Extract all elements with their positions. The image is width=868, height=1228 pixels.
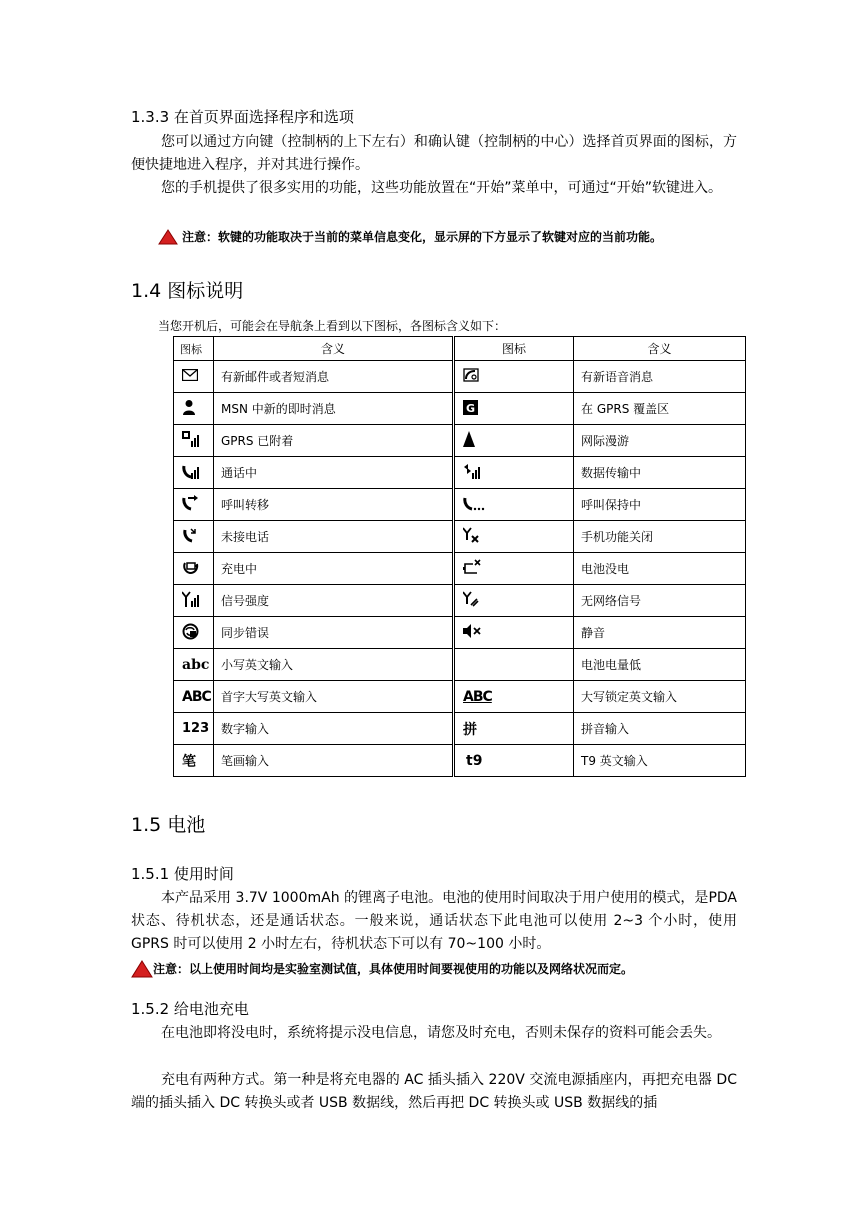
meaning-cell: 小写英文输入 xyxy=(214,649,454,681)
meaning-cell: 笔画输入 xyxy=(214,745,454,777)
table-row xyxy=(174,585,746,617)
pinyin-icon xyxy=(454,713,574,745)
t9-glyph: t9 xyxy=(466,752,483,769)
meaning-cell: 在 GPRS 覆盖区 xyxy=(574,393,746,425)
no-signal-icon xyxy=(454,585,574,617)
charging-icon xyxy=(174,553,214,585)
table-row xyxy=(174,393,746,425)
meaning-cell: 未接电话 xyxy=(214,521,454,553)
meaning-cell: 有新邮件或者短消息 xyxy=(214,361,454,393)
stroke-glyph: 笔 xyxy=(182,753,196,770)
svg-text:G: G xyxy=(465,401,476,415)
table-row xyxy=(174,425,746,457)
abc-locked-icon xyxy=(454,681,574,713)
signal-strength-icon xyxy=(174,585,214,617)
meaning-cell: 数字输入 xyxy=(214,713,454,745)
meaning-cell: MSN 中新的即时消息 xyxy=(214,393,454,425)
table-row xyxy=(174,649,746,681)
header-meaning-2: 含义 xyxy=(574,337,746,361)
table-row xyxy=(174,489,746,521)
abc-glyph: abc xyxy=(182,656,210,673)
section-1-5-1-paragraph: 本产品采用 3.7V 1000mAh 的锂离子电池。电池的使用时间取决于用户使用的模式，是PDA 状态、待机状态，还是通话状态。一般来说，通话状态下此电池可以使用 2~3 个小时，使用 GPRS 时可以使用 2 小时左右，待机状态下可以有 70~100 小时。 xyxy=(131,890,737,952)
table-row xyxy=(174,617,746,649)
table-row xyxy=(174,361,746,393)
phone-off-icon xyxy=(454,521,574,553)
envelope-icon xyxy=(174,361,214,393)
missed-call-icon xyxy=(174,521,214,553)
warning-icon xyxy=(158,229,178,245)
note-1-3-3-text: 注意：软键的功能取决于当前的菜单信息变化，显示屏的下方显示了软键对应的当前功能。 xyxy=(182,230,663,244)
meaning-cell: 有新语音消息 xyxy=(574,361,746,393)
abc-icon xyxy=(174,649,214,681)
note-1-5-1-text: 注意：以上使用时间均是实验室测试值，具体使用时间要视使用的功能以及网络状况而定。 xyxy=(153,962,634,976)
note-1-3-3 xyxy=(158,226,662,245)
sync-error-icon xyxy=(174,617,214,649)
numeric-icon xyxy=(174,713,214,745)
table-row xyxy=(174,521,746,553)
t9-icon xyxy=(454,745,574,777)
data-transfer-icon xyxy=(454,457,574,489)
gprs-coverage-icon xyxy=(454,393,574,425)
meaning-cell: 拼音输入 xyxy=(574,713,746,745)
meaning-cell: 静音 xyxy=(574,617,746,649)
meaning-cell: 大写锁定英文输入 xyxy=(574,681,746,713)
call-active-icon xyxy=(174,457,214,489)
numeric-glyph: 123 xyxy=(182,721,210,736)
section-1-5-1-heading: 1.5.1 使用时间 xyxy=(131,865,234,883)
table-row xyxy=(174,745,746,777)
note-1-5-1 xyxy=(131,958,633,978)
roaming-icon xyxy=(454,425,574,457)
section-1-4-heading: 1.4 图标说明 xyxy=(131,280,244,302)
stroke-icon xyxy=(174,745,214,777)
voicemail-icon xyxy=(454,361,574,393)
mute-icon xyxy=(454,617,574,649)
meaning-cell: 同步错误 xyxy=(214,617,454,649)
section-1-3-3-paragraph-2: 您的手机提供了很多实用的功能，这些功能放置在“开始”菜单中，可通过“开始”软键进入。 xyxy=(161,180,723,196)
meaning-cell: 充电中 xyxy=(214,553,454,585)
meaning-cell: T9 英文输入 xyxy=(574,745,746,777)
table-row xyxy=(174,457,746,489)
table-row xyxy=(174,553,746,585)
header-icon-1: 图标 xyxy=(174,337,214,361)
section-1-3-3-heading: 1.3.3 在首页界面选择程序和选项 xyxy=(131,108,354,126)
abc-caps-glyph: ABC xyxy=(182,688,211,705)
table-row xyxy=(174,713,746,745)
battery-empty-icon xyxy=(454,553,574,585)
call-forward-icon xyxy=(174,489,214,521)
warning-icon xyxy=(131,960,153,978)
icon-table-intro: 当您开机后，可能会在导航条上看到以下图标，各图标含义如下： xyxy=(158,319,507,333)
meaning-cell: 手机功能关闭 xyxy=(574,521,746,553)
table-row xyxy=(174,681,746,713)
battery-low-icon xyxy=(454,649,574,681)
meaning-cell: 通话中 xyxy=(214,457,454,489)
call-hold-icon xyxy=(454,489,574,521)
section-1-5-heading: 1.5 电池 xyxy=(131,814,206,836)
header-icon-2: 图标 xyxy=(454,337,574,361)
meaning-cell: 数据传输中 xyxy=(574,457,746,489)
meaning-cell: 呼叫保持中 xyxy=(574,489,746,521)
section-1-5-2-paragraph-1: 在电池即将没电时，系统将提示没电信息，请您及时充电，否则未保存的资料可能会丢失。 xyxy=(161,1025,721,1041)
section-1-5-2-paragraph-2: 充电有两种方式。第一种是将充电器的 AC 插头插入 220V 交流电源插座内，再把充电器 DC 端的插头插入 DC 转换头或者 USB 数据线，然后再把 DC 转换头或 USB 数据线的插 xyxy=(131,1072,737,1111)
meaning-cell: 电池没电 xyxy=(574,553,746,585)
meaning-cell: 首字大写英文输入 xyxy=(214,681,454,713)
meaning-cell: 呼叫转移 xyxy=(214,489,454,521)
msn-person-icon xyxy=(174,393,214,425)
section-1-5-2-heading: 1.5.2 给电池充电 xyxy=(131,1000,249,1018)
meaning-cell: GPRS 已附着 xyxy=(214,425,454,457)
meaning-cell: 信号强度 xyxy=(214,585,454,617)
icon-table-header-row xyxy=(174,337,746,361)
meaning-cell: 网际漫游 xyxy=(574,425,746,457)
header-meaning-1: 含义 xyxy=(214,337,454,361)
abc-locked-glyph: ABC xyxy=(463,688,492,705)
abc-caps-icon xyxy=(174,681,214,713)
pinyin-glyph: 拼 xyxy=(463,721,477,738)
meaning-cell: 电池电量低 xyxy=(574,649,746,681)
gprs-attached-icon xyxy=(174,425,214,457)
section-1-3-3-paragraph-1: 您可以通过方向键（控制柄的上下左右）和确认键（控制柄的中心）选择首页界面的图标，方便快捷地进入程序，并对其进行操作。 xyxy=(131,134,737,173)
meaning-cell: 无网络信号 xyxy=(574,585,746,617)
icon-table xyxy=(173,336,746,777)
